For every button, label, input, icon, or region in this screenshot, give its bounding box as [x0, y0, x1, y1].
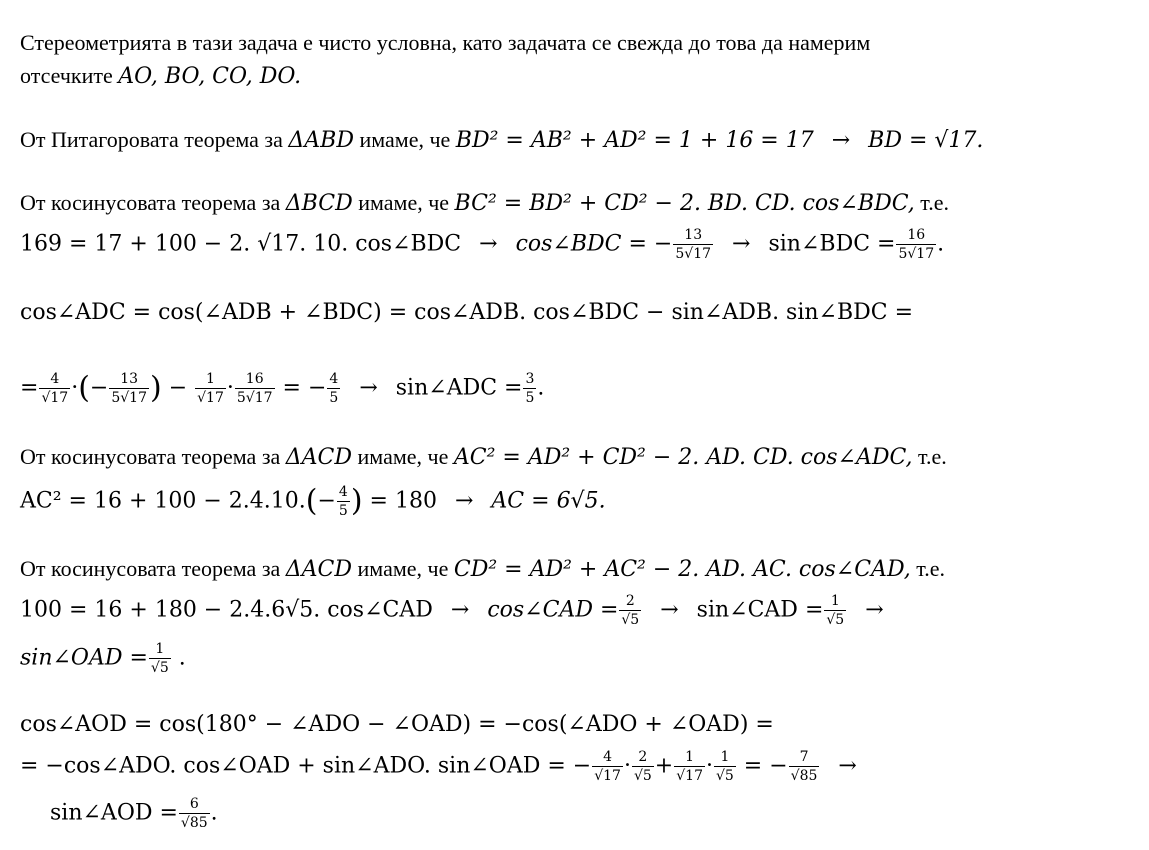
numerator: 16	[245, 371, 264, 387]
bcd-equation: 169 = 17 + 100 − 2. √17. 10. cos∠BDC	[20, 231, 462, 257]
denominator: 5	[329, 390, 339, 406]
bcd-text: От косинусовата теорема за	[20, 190, 286, 215]
numerator: 1	[830, 593, 840, 609]
paren-close: )	[350, 483, 363, 519]
dot: ·	[71, 375, 79, 401]
fraction	[109, 372, 149, 405]
numerator: 1	[685, 749, 695, 765]
dot: ·	[226, 375, 234, 401]
bcd-triangle: ΔBCD	[285, 191, 353, 216]
numerator: 6	[189, 796, 199, 812]
pythagoras-result: BD = √17.	[868, 128, 984, 153]
denominator: √17	[676, 768, 703, 784]
arrow-icon: →	[450, 597, 470, 623]
denominator: √17	[41, 390, 69, 406]
arrow-icon: →	[732, 231, 751, 257]
acd1-line-1	[20, 444, 947, 471]
bcd-line-2	[20, 228, 944, 261]
oad-sin-lhs: sin∠OAD =	[20, 645, 148, 671]
fraction	[632, 750, 654, 783]
denominator: √17	[197, 390, 224, 406]
acd1-text2: имаме, че	[352, 444, 454, 469]
bcd-text2: имаме, че	[352, 190, 455, 215]
denominator: 5√17	[111, 390, 147, 406]
numerator: 4	[338, 484, 348, 500]
numerator: 13	[120, 371, 139, 387]
acd1-triangle: ΔACD	[285, 445, 353, 470]
paren-close: )	[150, 370, 162, 406]
arrow-icon: →	[838, 753, 857, 779]
numerator: 4	[603, 749, 613, 765]
denominator: √5	[621, 612, 640, 628]
fraction	[195, 372, 226, 405]
acd2-sin-lhs: sin∠CAD =	[696, 597, 824, 623]
acd1-result: AC = 6√5.	[491, 488, 606, 514]
denominator: 5√17	[236, 390, 273, 406]
acd2-equation: 100 = 16 + 180 − 2.4.6√5. cos∠CAD	[20, 597, 433, 623]
dot: ·	[705, 753, 713, 779]
arrow-icon: →	[660, 597, 679, 623]
numerator: 3	[525, 371, 535, 387]
period: .	[937, 231, 945, 257]
denominator: 5√17	[675, 246, 712, 262]
fraction	[149, 642, 171, 675]
denominator: 5	[525, 390, 535, 406]
pythagoras-formula: BD² = AB² + AD² = 1 + 16 = 17	[455, 128, 814, 153]
acd1-equation: AC² = 16 + 100 − 2.4.10.	[20, 488, 306, 514]
fraction	[673, 228, 713, 261]
acd2-cos-lhs: cos∠CAD =	[487, 597, 619, 623]
fraction	[337, 485, 350, 518]
denominator: √5	[826, 612, 845, 628]
equals-minus: = −	[275, 375, 327, 401]
arrow-icon: →	[454, 488, 474, 514]
fraction	[327, 372, 340, 405]
aod-expansion: = −cos∠ADO. cos∠OAD + sin∠ADO. sin∠OAD = −	[20, 753, 592, 779]
minus: −	[161, 375, 195, 401]
fraction	[523, 372, 536, 405]
paren-open: (	[305, 483, 318, 519]
fraction	[39, 372, 70, 405]
bcd-te: т.е.	[914, 190, 949, 215]
acd1-equals-result: = 180	[362, 488, 437, 514]
acd2-triangle: ΔACD	[285, 557, 353, 582]
denominator: 5	[338, 503, 348, 519]
aod-sin-lhs: sin∠AOD =	[50, 800, 178, 826]
fraction	[619, 594, 641, 627]
acd2-line-1	[20, 556, 945, 583]
period: .	[537, 375, 545, 401]
numerator: 4	[329, 371, 339, 387]
numerator: 4	[50, 371, 60, 387]
intro-segments-math: AO, BO, CO, DO.	[118, 64, 302, 89]
numerator: 1	[720, 749, 730, 765]
aod-line-2	[20, 750, 857, 783]
pythagoras-text: От Питагоровата теорема за	[20, 127, 289, 152]
bcd-cos-lhs: cos∠BDC = −	[515, 231, 673, 257]
acd2-te: т.е.	[910, 556, 946, 581]
arrow-icon: →	[479, 231, 498, 257]
denominator: √85	[790, 768, 818, 784]
adc-line-1: cos∠ADC = cos(∠ADB + ∠BDC) = cos∠ADB. cos∠BDC − sin∠ADB. sin∠BDC =	[20, 300, 914, 325]
pythagoras-line	[20, 127, 983, 154]
fraction	[896, 228, 936, 261]
acd2-text: От косинусовата теорема за	[20, 556, 286, 581]
arrow-icon: →	[865, 597, 884, 623]
intro-line-1: Стереометрията в тази задача е чисто условна, като задачата се свежда до това да намерим	[20, 30, 871, 55]
acd1-text: От косинусовата теорема за	[20, 444, 286, 469]
acd2-line-3	[20, 642, 186, 675]
equals: =	[20, 375, 39, 401]
acd1-te: т.е.	[912, 444, 947, 469]
denominator: √85	[180, 815, 208, 831]
fraction	[824, 594, 846, 627]
fraction	[592, 750, 623, 783]
bcd-line-1	[20, 190, 949, 217]
period: .	[210, 800, 218, 826]
denominator: 5√17	[898, 246, 935, 262]
denominator: √5	[633, 768, 652, 784]
denominator: √5	[150, 660, 169, 676]
numerator: 7	[799, 749, 809, 765]
acd1-line-2	[20, 485, 606, 518]
equals-minus: = −	[736, 753, 788, 779]
fraction	[714, 750, 736, 783]
numerator: 2	[625, 593, 635, 609]
intro-line-2-text: отсечките	[20, 63, 119, 88]
paren-open: (	[78, 370, 90, 406]
dot: ·	[623, 753, 631, 779]
numerator: 1	[155, 641, 165, 657]
fraction	[179, 797, 210, 830]
pythagoras-triangle: ΔABD	[288, 128, 354, 153]
fraction	[235, 372, 275, 405]
aod-line-1: cos∠AOD = cos(180° − ∠ADO − ∠OAD) = −cos(∠ADO + ∠OAD) =	[20, 712, 774, 737]
numerator: 2	[638, 749, 648, 765]
fraction	[789, 750, 820, 783]
fraction	[674, 750, 705, 783]
denominator: √17	[594, 768, 621, 784]
bcd-formula: BC² = BD² + CD² − 2. BD. CD. cos∠BDC,	[454, 191, 915, 216]
adc-line-2	[20, 372, 544, 405]
arrow-icon: →	[359, 375, 378, 401]
acd2-text2: имаме, че	[352, 556, 454, 581]
aod-line-3	[50, 797, 218, 830]
intro-line-2	[20, 63, 301, 90]
pythagoras-text2: имаме, че	[353, 127, 456, 152]
numerator: 16	[907, 227, 926, 243]
minus: −	[317, 488, 336, 514]
acd2-formula: CD² = AD² + AC² − 2. AD. AC. cos∠CAD,	[453, 557, 911, 582]
adc-sin-lhs: sin∠ADC =	[395, 375, 523, 401]
period: .	[171, 645, 186, 671]
arrow-icon: →	[831, 128, 851, 153]
acd1-formula: AC² = AD² + CD² − 2. AD. CD. cos∠ADC,	[453, 445, 913, 470]
bcd-sin-lhs: sin∠BDC =	[768, 231, 896, 257]
numerator: 1	[206, 371, 215, 387]
acd2-line-2	[20, 594, 884, 627]
minus: −	[89, 375, 109, 401]
denominator: √5	[715, 768, 734, 784]
plus: +	[654, 753, 674, 779]
numerator: 13	[684, 227, 703, 243]
